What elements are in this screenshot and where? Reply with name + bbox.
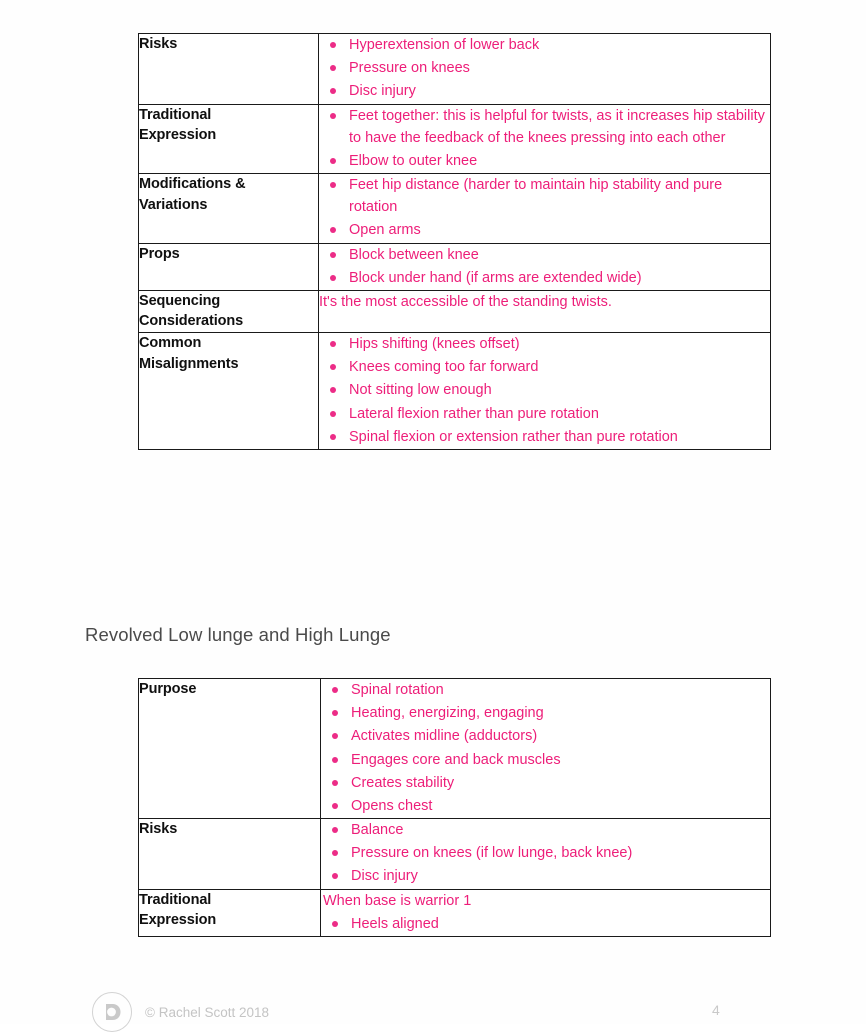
page-footer xyxy=(0,990,866,1024)
row-label-risks: Risks xyxy=(139,34,319,105)
row-content-risks-two xyxy=(321,819,771,890)
list-item: Heating, energizing, engaging xyxy=(321,702,770,724)
row-label-common-misalignments xyxy=(139,333,319,450)
table-row xyxy=(139,679,771,819)
label-line: Traditional xyxy=(139,891,212,908)
row-label-props: Props xyxy=(139,243,319,290)
list-item: Engages core and back muscles xyxy=(321,749,770,771)
plain-text-line: When base is warrior 1 xyxy=(323,892,472,909)
bullet-list xyxy=(319,34,770,103)
table-row xyxy=(139,104,771,174)
table-row xyxy=(139,290,771,332)
row-label-traditional-expression-two xyxy=(139,889,321,936)
table-row xyxy=(139,243,771,290)
list-item: Block between knee xyxy=(319,244,770,266)
label-line: Misalignments xyxy=(139,355,239,372)
list-item: Disc injury xyxy=(321,865,770,887)
bullet-list xyxy=(319,105,770,173)
list-item: Disc injury xyxy=(319,80,770,102)
table-row xyxy=(139,333,771,450)
bullet-list xyxy=(321,679,770,817)
label-line: Variations xyxy=(139,196,208,213)
list-item: Pressure on knees xyxy=(319,57,770,79)
copyright-text: © Rachel Scott 2018 xyxy=(145,1005,270,1020)
table-row xyxy=(139,174,771,244)
brand-logo-icon xyxy=(92,992,132,1032)
plain-text-line: It's the most accessible of the standing twists. xyxy=(319,293,612,310)
label-line: Expression xyxy=(139,127,217,144)
label-line: Traditional xyxy=(139,106,212,123)
bullet-list xyxy=(321,913,770,935)
pose-details-table-two xyxy=(138,678,771,937)
list-item: Activates midline (adductors) xyxy=(321,725,770,747)
list-item: Elbow to outer knee xyxy=(319,150,770,172)
row-content-props xyxy=(319,243,771,290)
row-content-purpose xyxy=(321,679,771,819)
list-item: Creates stability xyxy=(321,772,770,794)
label-line: Expression xyxy=(139,912,217,929)
list-item: Block under hand (if arms are extended wide) xyxy=(319,267,770,289)
list-item: Knees coming too far forward xyxy=(319,356,770,378)
row-label-traditional-expression xyxy=(139,104,319,174)
row-label-sequencing-considerations xyxy=(139,290,319,332)
label-line: Common xyxy=(139,335,202,352)
list-item: Feet hip distance (harder to maintain hip stability and pure rotation xyxy=(319,174,770,218)
bullet-list xyxy=(319,244,770,289)
list-item: Heels aligned xyxy=(321,913,770,935)
table-row xyxy=(139,34,771,105)
label-line: Modifications & xyxy=(139,176,246,193)
list-item: Spinal rotation xyxy=(321,679,770,701)
list-item: Feet together: this is helpful for twists, as it increases hip stability to have the feedback of the knees pressing into each other xyxy=(319,105,770,149)
row-content-traditional-expression xyxy=(319,104,771,174)
table-row xyxy=(139,889,771,936)
list-item: Opens chest xyxy=(321,795,770,817)
row-content-traditional-expression-two xyxy=(321,889,771,936)
row-content-sequencing-considerations xyxy=(319,290,771,332)
list-item: Spinal flexion or extension rather than pure rotation xyxy=(319,426,770,448)
row-label-risks-two: Risks xyxy=(139,819,321,890)
bullet-list xyxy=(319,333,770,448)
list-item: Hyperextension of lower back xyxy=(319,34,770,56)
row-content-risks xyxy=(319,34,771,105)
row-content-modifications-variations xyxy=(319,174,771,244)
list-item: Lateral flexion rather than pure rotation xyxy=(319,403,770,425)
list-item: Balance xyxy=(321,819,770,841)
table-row xyxy=(139,819,771,890)
list-item: Open arms xyxy=(319,219,770,241)
page-number: 4 xyxy=(712,1002,720,1018)
list-item: Pressure on knees (if low lunge, back knee) xyxy=(321,842,770,864)
list-item: Not sitting low enough xyxy=(319,379,770,401)
pose-details-table-one xyxy=(138,33,771,450)
row-label-modifications-variations xyxy=(139,174,319,244)
page-title: Revolved Low lunge and High Lunge xyxy=(85,624,391,645)
bullet-list xyxy=(321,819,770,888)
label-line: Sequencing xyxy=(139,292,221,309)
row-label-purpose: Purpose xyxy=(139,679,321,819)
row-content-common-misalignments xyxy=(319,333,771,450)
label-line: Considerations xyxy=(139,313,244,330)
list-item: Hips shifting (knees offset) xyxy=(319,333,770,355)
bullet-list xyxy=(319,174,770,242)
